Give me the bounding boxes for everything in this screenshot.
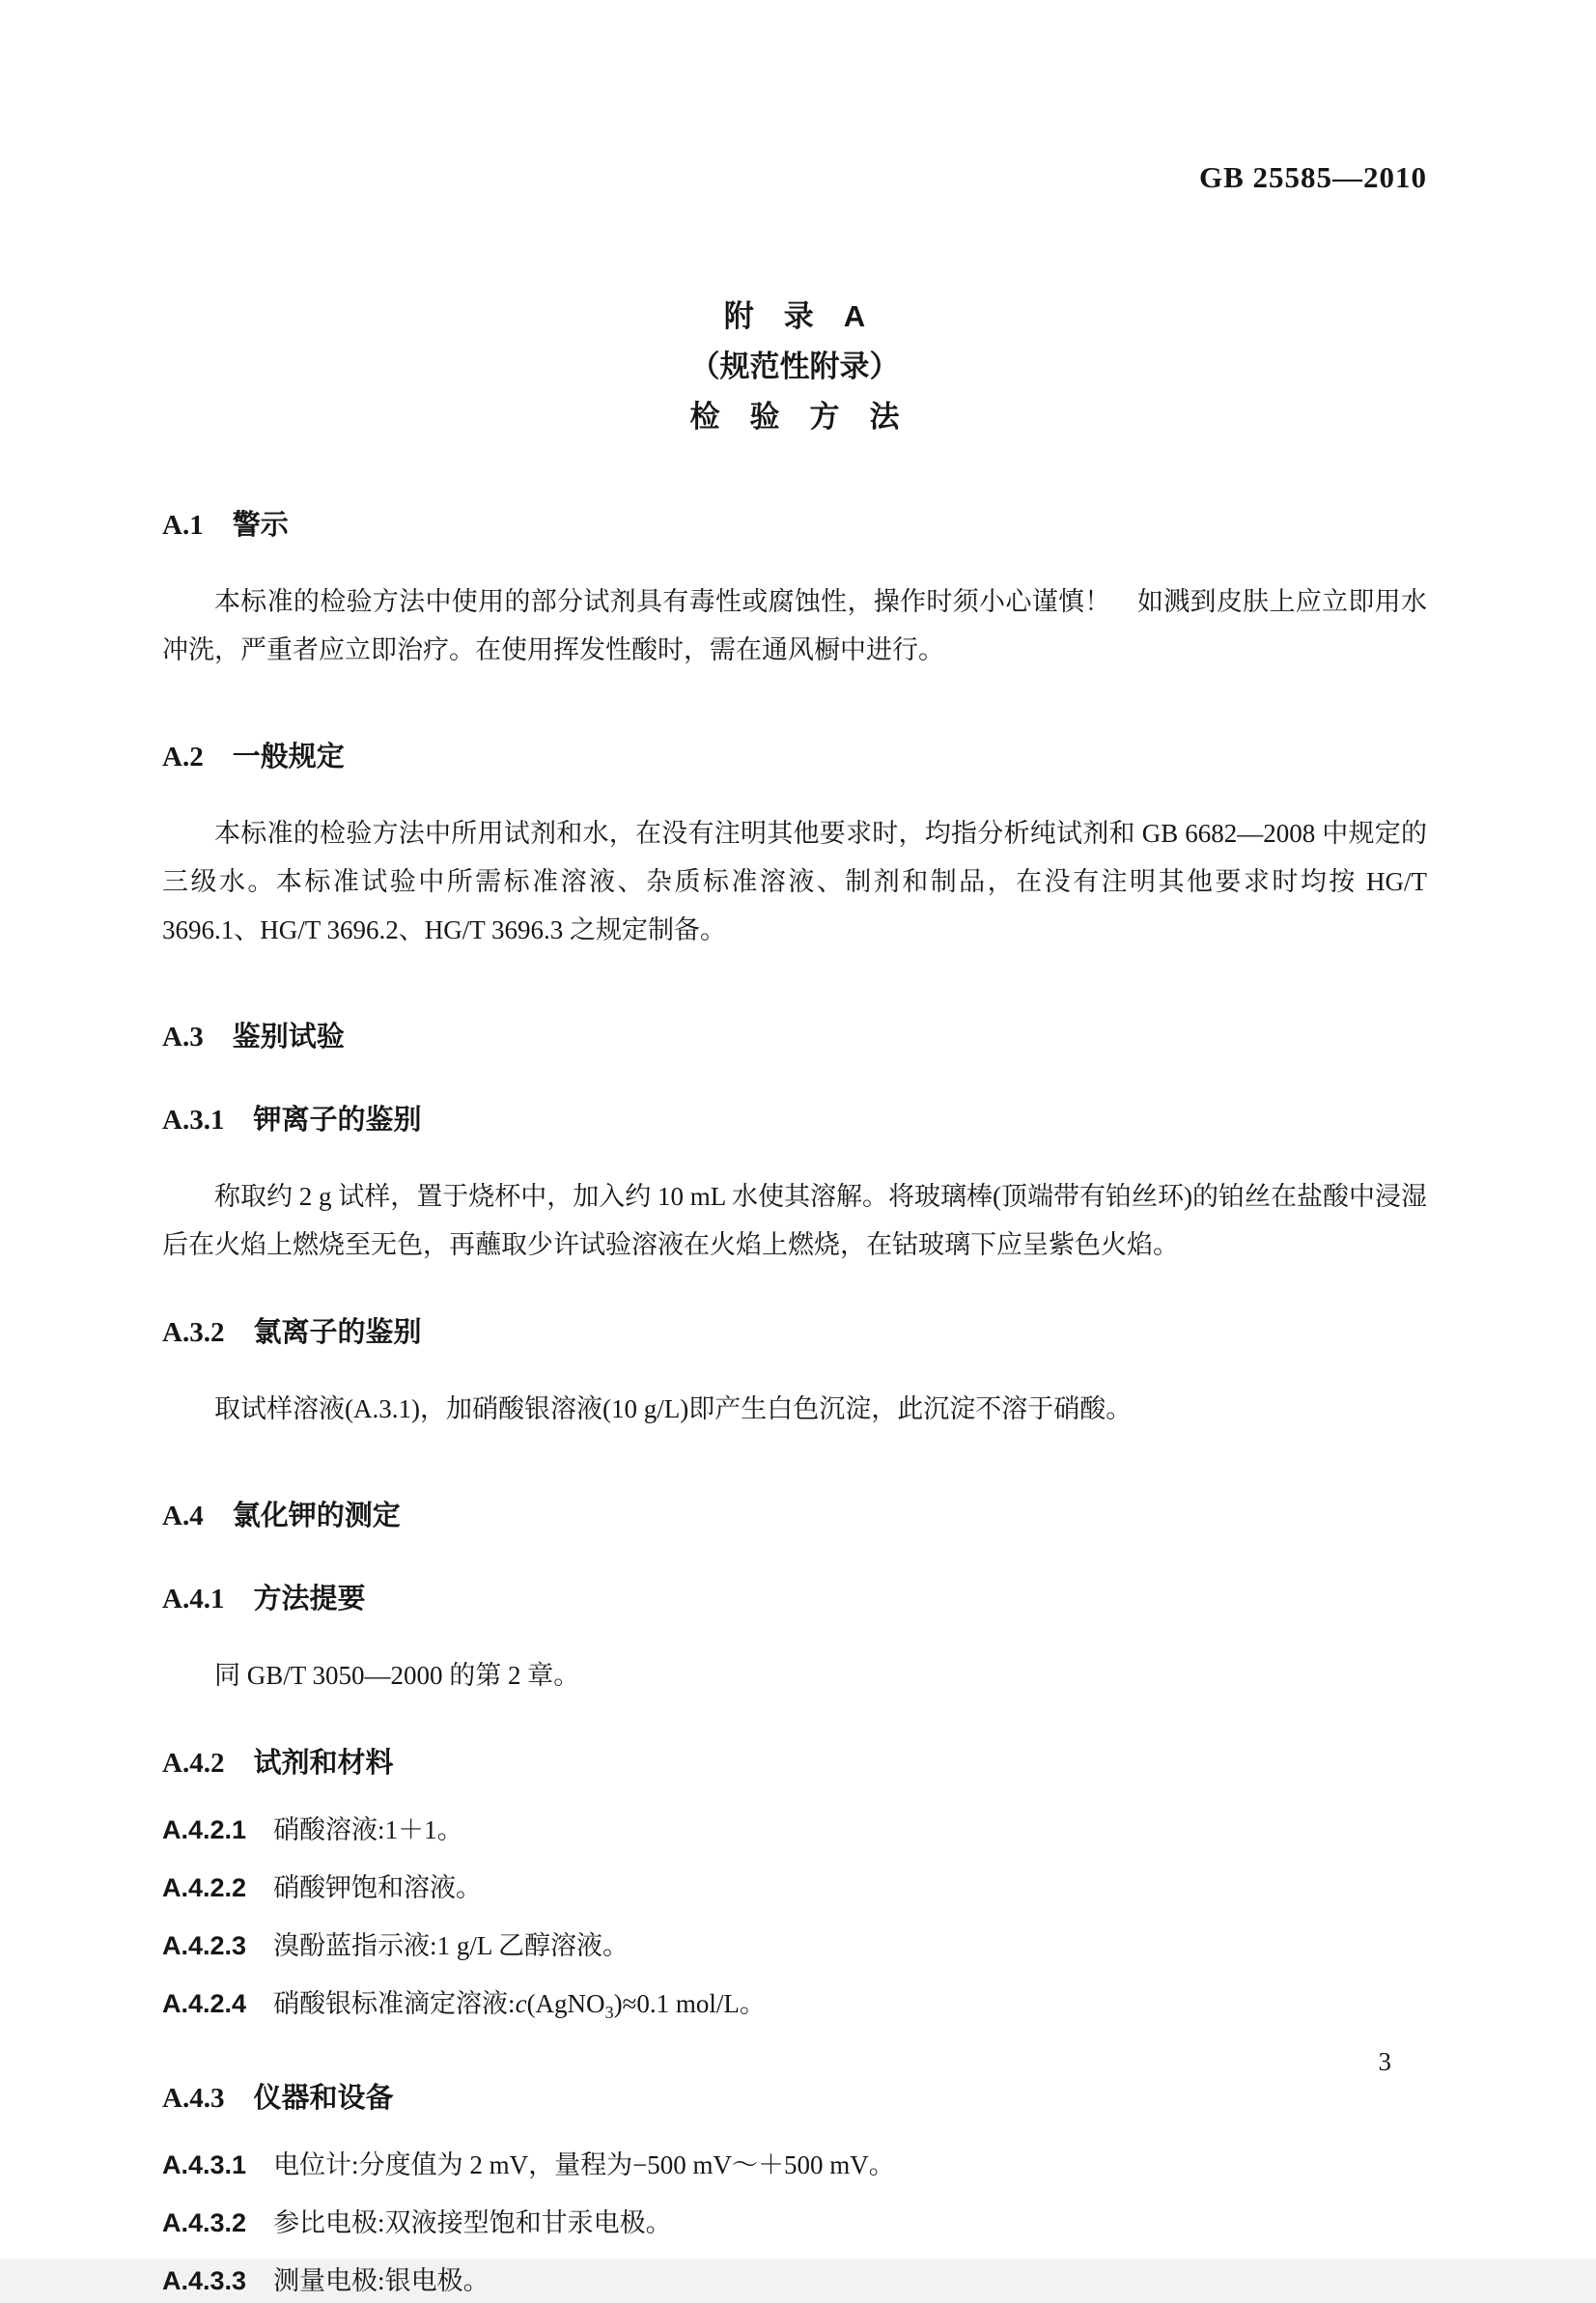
section-title: 仪器和设备 [253,2083,394,2114]
section-a41-paragraph: 同 GB/T 3050—2000 的第 2 章。 [214,1661,580,1690]
clause-number: A.4.3.3 [162,2266,247,2295]
section-heading-a41 [162,1580,1427,1618]
section-title: 鉴别试验 [232,1022,345,1053]
section-number: A.3.1 [162,1105,225,1136]
section-number: A.1 [162,510,204,541]
clause-number: A.4.2.3 [162,1931,247,1960]
clause-a424 [162,1981,1427,2035]
section-number: A.4.2 [162,1748,225,1779]
section-title: 氯化钾的测定 [232,1501,401,1531]
clause-text [273,1989,766,2022]
clause-a423 [162,1924,1427,1968]
formula-open: (AgNO [526,1989,605,2018]
section-heading-a1 [162,506,1427,545]
clause-a422 [162,1866,1427,1910]
clause-list-a43 [162,2143,1427,2303]
section-a31-paragraph: 称取约 2 g 试样，置于烧杯中，加入约 10 mL 水使其溶解。将玻璃棒(顶端带有铂丝环)的铂丝在盐酸中浸湿后在火焰上燃烧至无色，再蘸取少许试验溶液在火焰上燃烧，在钴玻璃下应呈紫色火焰。 [162,1182,1427,1259]
standard-code: GB 25585—2010 [1198,160,1427,194]
section-title: 方法提要 [253,1584,366,1615]
section-a2-paragraph: 本标准的检验方法中所用试剂和水，在没有注明其他要求时，均指分析纯试剂和 GB 6682—2008 中规定的三级水。本标准试验中所需标准溶液、杂质标准溶液、制剂和制品，在没有注明其他要求时均按 HG/T 3696.1、HG/T 3696.2、HG/T 3696.3 之规定制备。 [162,819,1427,944]
clause-number: A.4.2.2 [162,1873,247,1902]
clause-text-pre: 硝酸银标准滴定溶液: [273,1989,516,2018]
clause-a421 [162,1808,1427,1852]
appendix-title: 附 录 A [723,299,866,333]
section-a1-paragraph: 本标准的检验方法中使用的部分试剂具有毒性或腐蚀性，操作时须小心谨慎！ 如溅到皮肤上应立即用水冲洗，严重者应立即治疗。在使用挥发性酸时，需在通风橱中进行。 [162,587,1427,664]
concentration-symbol: c [515,1989,527,2018]
page-number: 3 [1378,2047,1391,2076]
formula-subscript: 3 [604,2003,614,2022]
section-number: A.4.3 [162,2083,225,2114]
section-heading-a3 [162,1018,1427,1056]
appendix-title-block [162,292,1427,442]
clause-number: A.4.2.4 [162,1989,247,2018]
appendix-subject-title: 检 验 方 法 [689,400,900,434]
section-heading-a4 [162,1497,1427,1535]
appendix-normative-label: （规范性附录） [689,350,900,383]
section-heading-a32 [162,1313,1427,1352]
clause-a431 [162,2143,1427,2187]
clause-number: A.4.2.1 [162,1815,247,1844]
section-title: 一般规定 [232,742,345,772]
section-a32-paragraph: 取试样溶液(A.3.1)，加硝酸银溶液(10 g/L)即产生白色沉淀，此沉淀不溶于硝酸。 [214,1394,1133,1423]
section-heading-a42 [162,1744,1427,1783]
clause-number: A.4.3.2 [162,2208,247,2237]
section-number: A.4 [162,1501,204,1531]
clause-number: A.4.3.1 [162,2150,247,2179]
section-title: 警示 [232,510,289,541]
clause-text: 硝酸钾饱和溶液。 [273,1873,483,1902]
section-title: 钾离子的鉴别 [253,1105,422,1136]
section-heading-a43 [162,2079,1427,2118]
section-number: A.3 [162,1022,204,1053]
clause-text: 测量电极:银电极。 [273,2266,490,2295]
formula-close: )≈0.1 mol/L。 [613,1989,766,2018]
section-number: A.3.2 [162,1317,225,1348]
clause-text: 溴酚蓝指示液:1 g/L 乙醇溶液。 [273,1931,630,1960]
section-heading-a31 [162,1101,1427,1139]
clause-text: 硝酸溶液:1＋1。 [273,1815,463,1844]
section-number: A.2 [162,742,204,772]
section-number: A.4.1 [162,1584,225,1615]
clause-text: 电位计:分度值为 2 mV，量程为−500 mV～＋500 mV。 [273,2150,895,2179]
clause-a433 [162,2259,1427,2303]
clause-text: 参比电极:双液接型饱和甘汞电极。 [273,2208,672,2237]
clause-a432 [162,2201,1427,2245]
section-title: 试剂和材料 [253,1748,394,1779]
section-title: 氯离子的鉴别 [253,1317,422,1348]
clause-list-a42 [162,1808,1427,2035]
section-heading-a2 [162,738,1427,776]
